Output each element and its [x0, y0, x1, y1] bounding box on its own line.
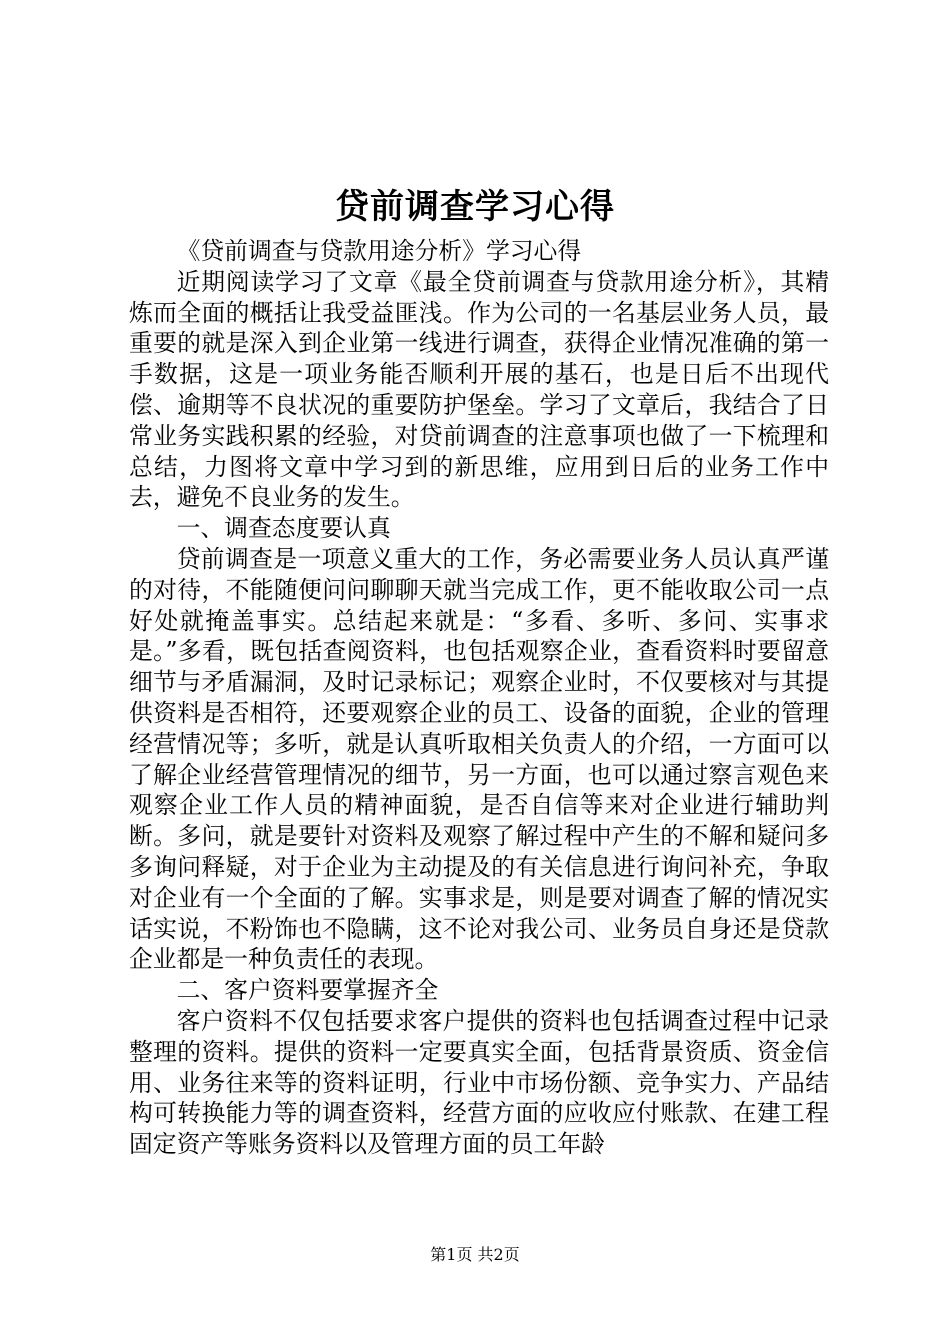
document-title: 贷前调查学习心得: [335, 187, 615, 227]
section-heading-2: 二、客户资料要掌握齐全: [176, 976, 439, 1005]
section-1-paragraph: 贷前调查是一项意义重大的工作，务必需要业务人员认真严谨的对待，不能随便问问聊聊天就当完成工作，更不能收取公司一点好处就掩盖事实。总结起来就是：“多看、多听、多问、实事求是。”多看，既包括查阅资料，也包括观察企业，查看资料时要留意细节与矛盾漏洞，及时记录标记；观察企业时，不仅要核对与其提供资料是否相符，还要观察企业的员工、设备的面貌，企业的管理经营情况等；多听，就是认真听取相关负责人的介绍，一方面可以了解企业经营管理情况的细节，另一方面，也可以通过察言观色来观察企业工作人员的精神面貌，是否自信等来对企业进行辅助判断。多问，就是要针对资料及观察了解过程中产生的不解和疑问多多询问释疑，对于企业为主动提及的有关信息进行询问补充，争取对企业有一个全面的了解。实事求是，则是要对调查了解的情况实话实说，不粉饰也不隐瞒，这不论对我公司、业务员自身还是贷款企业都是一种负责任的表现。: [129, 544, 829, 974]
page-number-footer: 第1页 共2页: [430, 1245, 520, 1264]
intro-paragraph: 近期阅读学习了文章《最全贷前调查与贷款用途分析》，其精炼而全面的概括让我受益匪浅。作为公司的一名基层业务人员，最重要的就是深入到企业第一线进行调查，获得企业情况准确的第一手数据，这是一项业务能否顺利开展的基石，也是日后不出现代偿、逾期等不良状况的重要防护堡垒。学习了文章后，我结合了日常业务实践积累的经验，对贷前调查的注意事项也做了一下梳理和总结，力图将文章中学习到的新思维，应用到日后的业务工作中去，避免不良业务的发生。: [129, 267, 829, 512]
subtitle-paragraph: 《贷前调查与贷款用途分析》学习心得: [176, 237, 582, 265]
section-2-paragraph: 客户资料不仅包括要求客户提供的资料也包括调查过程中记录整理的资料。提供的资料一定要真实全面，包括背景资质、资金信用、业务往来等的资料证明，行业中市场份额、竞争实力、产品结构可转换能力等的调查资料，经营方面的应收应付账款、在建工程固定资产等账务资料以及管理方面的员工年龄: [129, 1006, 829, 1159]
document-body: [129, 236, 829, 1160]
section-heading-1: 一、调查态度要认真: [176, 514, 391, 543]
